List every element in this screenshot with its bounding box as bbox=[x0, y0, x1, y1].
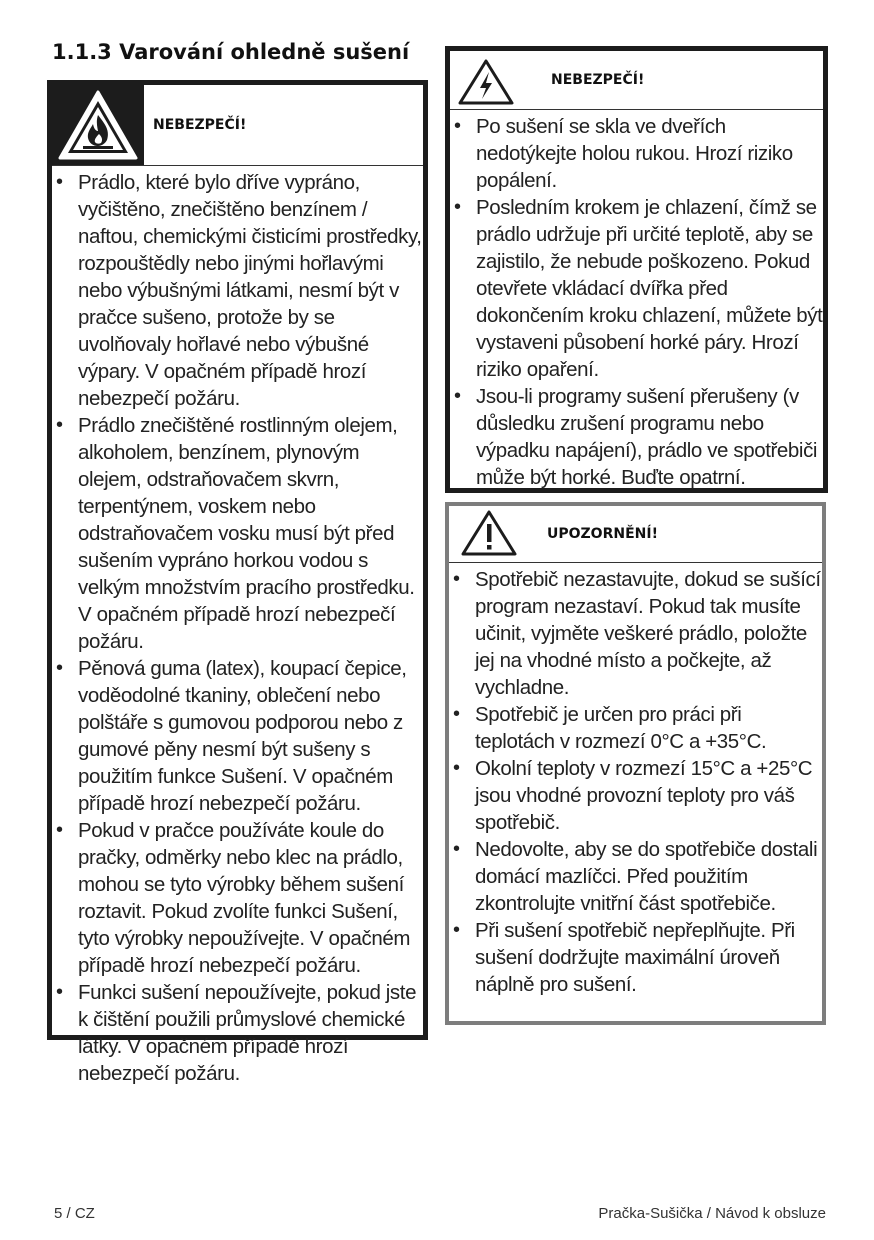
fire-danger-box bbox=[47, 80, 428, 1085]
caution-exclamation-icon bbox=[459, 508, 519, 558]
caution-title: UPOZORNĚNÍ! bbox=[547, 526, 658, 542]
section-heading: 1.1.3 Varování ohledně sušení bbox=[52, 40, 410, 64]
list-item: • Spotřebič nezastavujte, dokud se sušící program nezastaví. Pokud tak musíte učinit, vyjměte veškeré prádlo, položte jej na vhodné místo a počkejte, až vychladne. bbox=[449, 566, 822, 701]
fire-hazard-icon bbox=[52, 85, 144, 165]
electric-shock-warning-icon bbox=[456, 57, 516, 107]
electric-danger-title: NEBEZPEČÍ! bbox=[551, 72, 645, 88]
fire-danger-box-header bbox=[52, 85, 423, 166]
list-item: • Spotřebič je určen pro práci při teplotách v rozmezí 0°C a +35°C. bbox=[449, 701, 822, 755]
caution-box bbox=[445, 502, 826, 1025]
list-item: • Pokud v pračce používáte koule do pračky, odměrky nebo klec na prádlo, mohou se tyto výrobky během sušení roztavit. Pokud zvolíte funkci Sušení, tyto výrobky nepoužívejte. V opačném případě hrozí nebezpečí požáru. bbox=[52, 817, 423, 979]
page-number: 5 / CZ bbox=[54, 1205, 95, 1222]
list-item: • Prádlo znečištěné rostlinným olejem, alkoholem, benzínem, plynovým olejem, odstraňovačem skvrn, terpentýnem, voskem nebo odstraňovačem vosku musí být před sušením vypráno horkou vodou s velkým množstvím pracího prostředku. V opačném případě hrozí nebezpečí požáru. bbox=[52, 412, 423, 655]
document-title: Pračka-Sušička / Návod k obsluze bbox=[598, 1205, 826, 1222]
electric-danger-box bbox=[445, 46, 828, 493]
list-item: • Prádlo, které bylo dříve vypráno, vyčištěno, znečištěno benzínem / naftou, chemickými čisticími prostředky, rozpouštědly nebo jinými hořlavými nebo výbušnými látkami, nesmí být v pračce sušeno, protože by se uvolňovaly hořlavé nebo výbušné výpary. V opačném případě hrozí nebezpečí požáru. bbox=[52, 169, 423, 412]
list-item: • Nedovolte, aby se do spotřebiče dostali domácí mazlíčci. Před použitím zkontrolujte vnitřní část spotřebiče. bbox=[449, 836, 822, 917]
fire-danger-title: NEBEZPEČÍ! bbox=[153, 117, 247, 133]
list-item: • Okolní teploty v rozmezí 15°C a +25°C jsou vhodné provozní teploty pro váš spotřebič. bbox=[449, 755, 822, 836]
caution-box-header bbox=[449, 506, 822, 563]
list-item: • Jsou-li programy sušení přerušeny (v důsledku zrušení programu nebo výpadku napájení), prádlo ve spotřebiči může být horké. Buďte opatrní. bbox=[450, 383, 823, 491]
list-item: • Po sušení se skla ve dveřích nedotýkejte holou rukou. Hrozí riziko popálení. bbox=[450, 113, 823, 194]
fire-danger-list bbox=[52, 166, 423, 1087]
list-item: • Funkci sušení nepoužívejte, pokud jste k čištění použili průmyslové chemické látky. V opačném případě hrozí nebezpečí požáru. bbox=[52, 979, 423, 1087]
list-item: • Při sušení spotřebič nepřeplňujte. Při sušení dodržujte maximální úroveň náplně pro sušení. bbox=[449, 917, 822, 998]
list-item: • Posledním krokem je chlazení, čímž se prádlo udržuje při určité teplotě, aby se zajistilo, že nebude poškozeno. Pokud otevřete vkládací dvířka před dokončením kroku chlazení, můžete být vystaveni působení horké páry. Hrozí riziko opaření. bbox=[450, 194, 823, 383]
list-item: • Pěnová guma (latex), koupací čepice, voděodolné tkaniny, oblečení nebo polštáře s gumovou podporou nebo z gumové pěny nesmí být sušeny s použitím funkce Sušení. V opačném případě hrozí nebezpečí požáru. bbox=[52, 655, 423, 817]
electric-danger-box-header bbox=[450, 51, 823, 110]
caution-list bbox=[449, 563, 822, 998]
electric-danger-list bbox=[450, 110, 823, 491]
